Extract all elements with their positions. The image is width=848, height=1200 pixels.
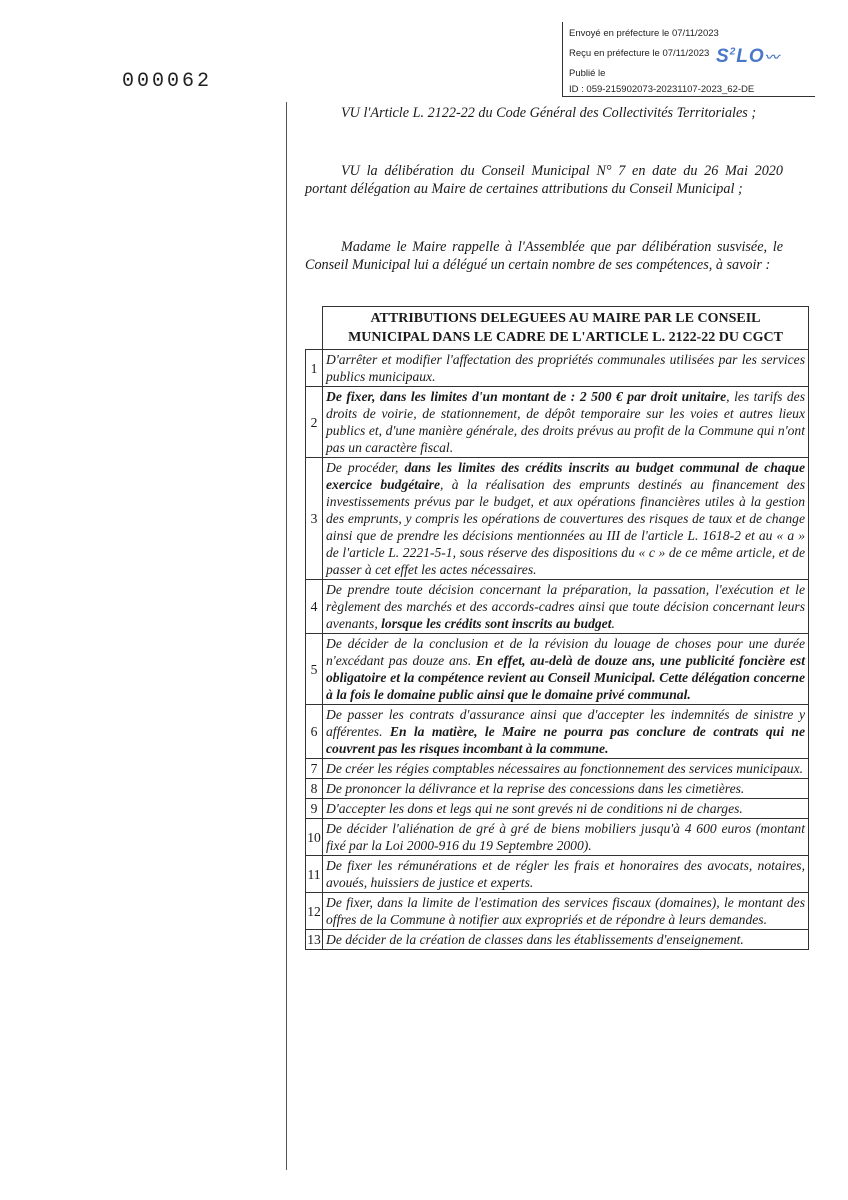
row-text-part: , à la réalisation des emprunts destinés au financement des investissements prévus par le budget, et aux opérations financières utiles à la gestion des emprunts, y compris les opérations de couvertures des risques de taux et de change ainsi que de prendre les décisions mentionnées au III de l'article L. 1618-2 et au « a » de l'article L. 2221-5-1, sous réserve des dispositions du « c » de ce même article, et de passer à cet effet les actes nécessaires. [326, 477, 805, 577]
table-row [306, 350, 809, 387]
row-text-part: D'accepter les dons et legs qui ne sont grevés ni de conditions ni de charges. [326, 801, 743, 816]
row-text-part: De décider de la création de classes dans les établissements d'enseignement. [326, 932, 744, 947]
stamp-envoye: Envoyé en préfecture le 07/11/2023 [569, 28, 719, 39]
paragraph-text: Madame le Maire rappelle à l'Assemblée que par délibération susvisée, le Conseil Municipal lui a délégué un certain nombre de ses compétences, à savoir : [305, 239, 783, 273]
table-header-spacer [306, 307, 323, 350]
row-text-part: , les tarifs des droits de voirie, de stationnement, de dépôt temporaire sur les voies et autres lieux publics et, d'une manière générale, des droits prévus au profit de la Commune qui n'ont pas un caractère fiscal. [326, 389, 805, 455]
table-row [306, 779, 809, 799]
row-text [323, 634, 809, 705]
row-text-part: De prendre toute décision concernant la préparation, la passation, l'exécution et le règlement des marchés et des accords-cadres ainsi que toute décision concernant leurs avenants, [326, 582, 805, 631]
row-text-part: De décider l'aliénation de gré à gré de biens mobiliers jusqu'à 4 600 euros (montant fixé par la Loi 2000-916 du 19 Septembre 2000). [326, 821, 805, 853]
row-text [323, 799, 809, 819]
table-row [306, 387, 809, 458]
margin-line [286, 102, 287, 1170]
row-text-part: . [611, 616, 615, 631]
row-number: 4 [306, 580, 323, 634]
row-text-bold: En la matière, le Maire ne pourra pas conclure de contrats qui ne couvrent pas les risques incombant à la commune. [326, 724, 805, 756]
table-row [306, 819, 809, 856]
row-number: 6 [306, 705, 323, 759]
document-number: 000062 [122, 70, 213, 93]
table-row [306, 759, 809, 779]
row-text [323, 819, 809, 856]
row-text [323, 930, 809, 950]
row-number: 7 [306, 759, 323, 779]
table-header-row [306, 307, 809, 350]
row-number: 8 [306, 779, 323, 799]
row-text-part: De procéder, [326, 460, 405, 475]
row-text [323, 387, 809, 458]
table-row [306, 799, 809, 819]
row-text-part: De fixer les rémunérations et de régler les frais et honoraires des avocats, notaires, avoués, huissiers de justice et experts. [326, 858, 805, 890]
row-text-bold: lorsque les crédits sont inscrits au budget [381, 616, 612, 631]
paragraph-text: VU la délibération du Conseil Municipal N° 7 en date du 26 Mai 2020 portant délégation au Maire de certaines attributions du Conseil Municipal ; [305, 163, 783, 197]
row-text-part: De passer les contrats d'assurance ainsi que d'accepter les indemnités de sinistre y afférentes. [326, 707, 805, 739]
row-text-part: De décider de la conclusion et de la révision du louage de choses pour une durée n'excédant pas douze ans. [326, 636, 805, 668]
row-text-part: De créer les régies comptables nécessaires au fonctionnement des services municipaux. [326, 761, 804, 776]
row-text-part: D'arrêter et modifier l'affectation des propriétés communales utilisées par les services publics municipaux. [326, 352, 805, 384]
row-number: 3 [306, 458, 323, 580]
table-row [306, 705, 809, 759]
row-text-bold: En effet, au-delà de douze ans, une publicité foncière est obligatoire et la compétence revient au Conseil Municipal. Cette délégation concerne à la fois le domaine public ainsi que le domaine privé communal. [326, 653, 805, 702]
stamp-id: ID : 059-215902073-20231107-2023_62-DE [569, 84, 755, 95]
attributions-table [305, 306, 809, 950]
row-text [323, 759, 809, 779]
row-number: 5 [306, 634, 323, 705]
row-text-bold: dans les limites des crédits inscrits au budget communal de chaque exercice budgétaire [326, 460, 805, 492]
row-number: 1 [306, 350, 323, 387]
paragraph-rappel [305, 238, 783, 274]
paragraph-vu-article [305, 104, 783, 122]
row-text [323, 856, 809, 893]
row-text-bold: De fixer, dans les limites d'un montant de : 2 500 € par droit unitaire [326, 389, 727, 404]
stamp-recu: Reçu en préfecture le 07/11/2023 [569, 48, 710, 59]
table-row [306, 580, 809, 634]
row-number: 10 [306, 819, 323, 856]
row-text [323, 705, 809, 759]
row-number: 13 [306, 930, 323, 950]
table-row [306, 856, 809, 893]
table-row [306, 893, 809, 930]
row-text-part: De prononcer la délivrance et la reprise des concessions dans les cimetières. [326, 781, 745, 796]
s2lo-logo: $S^2LO$〰 [716, 46, 780, 67]
table-row [306, 458, 809, 580]
row-text [323, 893, 809, 930]
row-number: 2 [306, 387, 323, 458]
stamp-publie: Publié le [569, 68, 606, 79]
row-number: 9 [306, 799, 323, 819]
row-number: 12 [306, 893, 323, 930]
row-number: 11 [306, 856, 323, 893]
table-row [306, 634, 809, 705]
table-title: ATTRIBUTIONS DELEGUEES AU MAIRE PAR LE CONSEIL MUNICIPAL DANS LE CADRE DE L'ARTICLE L. 2122-22 DU CGCT [323, 307, 809, 350]
row-text [323, 779, 809, 799]
row-text-part: De fixer, dans la limite de l'estimation des services fiscaux (domaines), le montant des offres de la Commune à notifier aux expropriés et de répondre à leurs demandes. [326, 895, 805, 927]
row-text [323, 458, 809, 580]
row-text [323, 350, 809, 387]
row-text [323, 580, 809, 634]
paragraph-vu-deliberation [305, 162, 783, 198]
paragraph-text: VU l'Article L. 2122-22 du Code Général des Collectivités Territoriales ; [341, 105, 757, 121]
table-row [306, 930, 809, 950]
